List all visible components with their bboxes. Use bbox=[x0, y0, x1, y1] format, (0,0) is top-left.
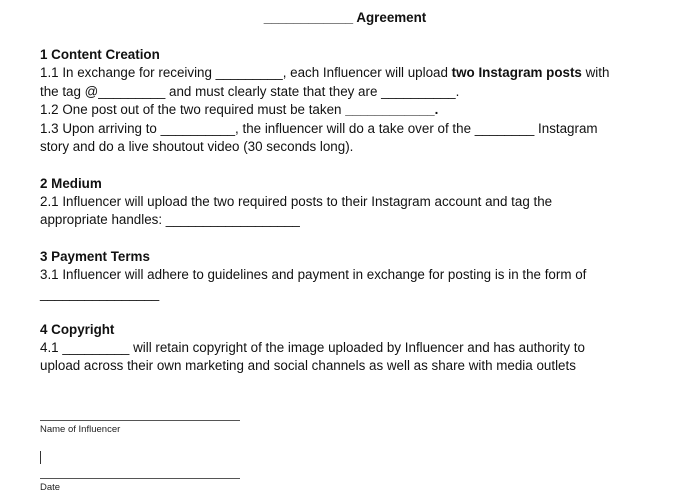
clause-line: 2.1 Influencer will upload the two required posts to their Instagram account and tag the bbox=[40, 194, 553, 209]
date-label: Date bbox=[40, 482, 61, 493]
title-text: Agreement bbox=[353, 10, 427, 25]
clause-line: ________________ bbox=[40, 286, 160, 301]
text-cursor bbox=[40, 451, 41, 464]
section-heading: 2 Medium bbox=[40, 176, 102, 191]
section-heading: 1 Content Creation bbox=[40, 47, 160, 62]
name-of-influencer-label: Name of Influencer bbox=[40, 424, 121, 435]
clause-line: 3.1 Influencer will adhere to guidelines and payment in exchange for posting is in the form of bbox=[40, 267, 587, 282]
clause-line: story and do a live shoutout video (30 seconds long). bbox=[40, 139, 354, 154]
clause-line: the tag @_________ and must clearly state that they are __________. bbox=[40, 84, 460, 99]
clause-line: appropriate handles: __________________ bbox=[40, 212, 300, 227]
date-signature-line[interactable] bbox=[40, 478, 240, 479]
clause-line: 1.2 One post out of the two required must be taken ____________. bbox=[40, 102, 439, 117]
clause-line: 1.1 In exchange for receiving _________, each Influencer will upload two Instagram posts with bbox=[40, 65, 610, 80]
clause-line: 4.1 _________ will retain copyright of the image uploaded by Influencer and has authority to bbox=[40, 340, 585, 355]
clause-line: upload across their own marketing and social channels as well as share with media outlets bbox=[40, 358, 576, 373]
name-signature-line[interactable] bbox=[40, 420, 240, 421]
title-blank: ____________ bbox=[263, 10, 354, 25]
clause-line: 1.3 Upon arriving to __________, the influencer will do a take over of the ________ Instagram bbox=[40, 121, 598, 136]
section-heading: 4 Copyright bbox=[40, 322, 115, 337]
section-heading: 3 Payment Terms bbox=[40, 249, 150, 264]
document-title bbox=[0, 10, 690, 25]
